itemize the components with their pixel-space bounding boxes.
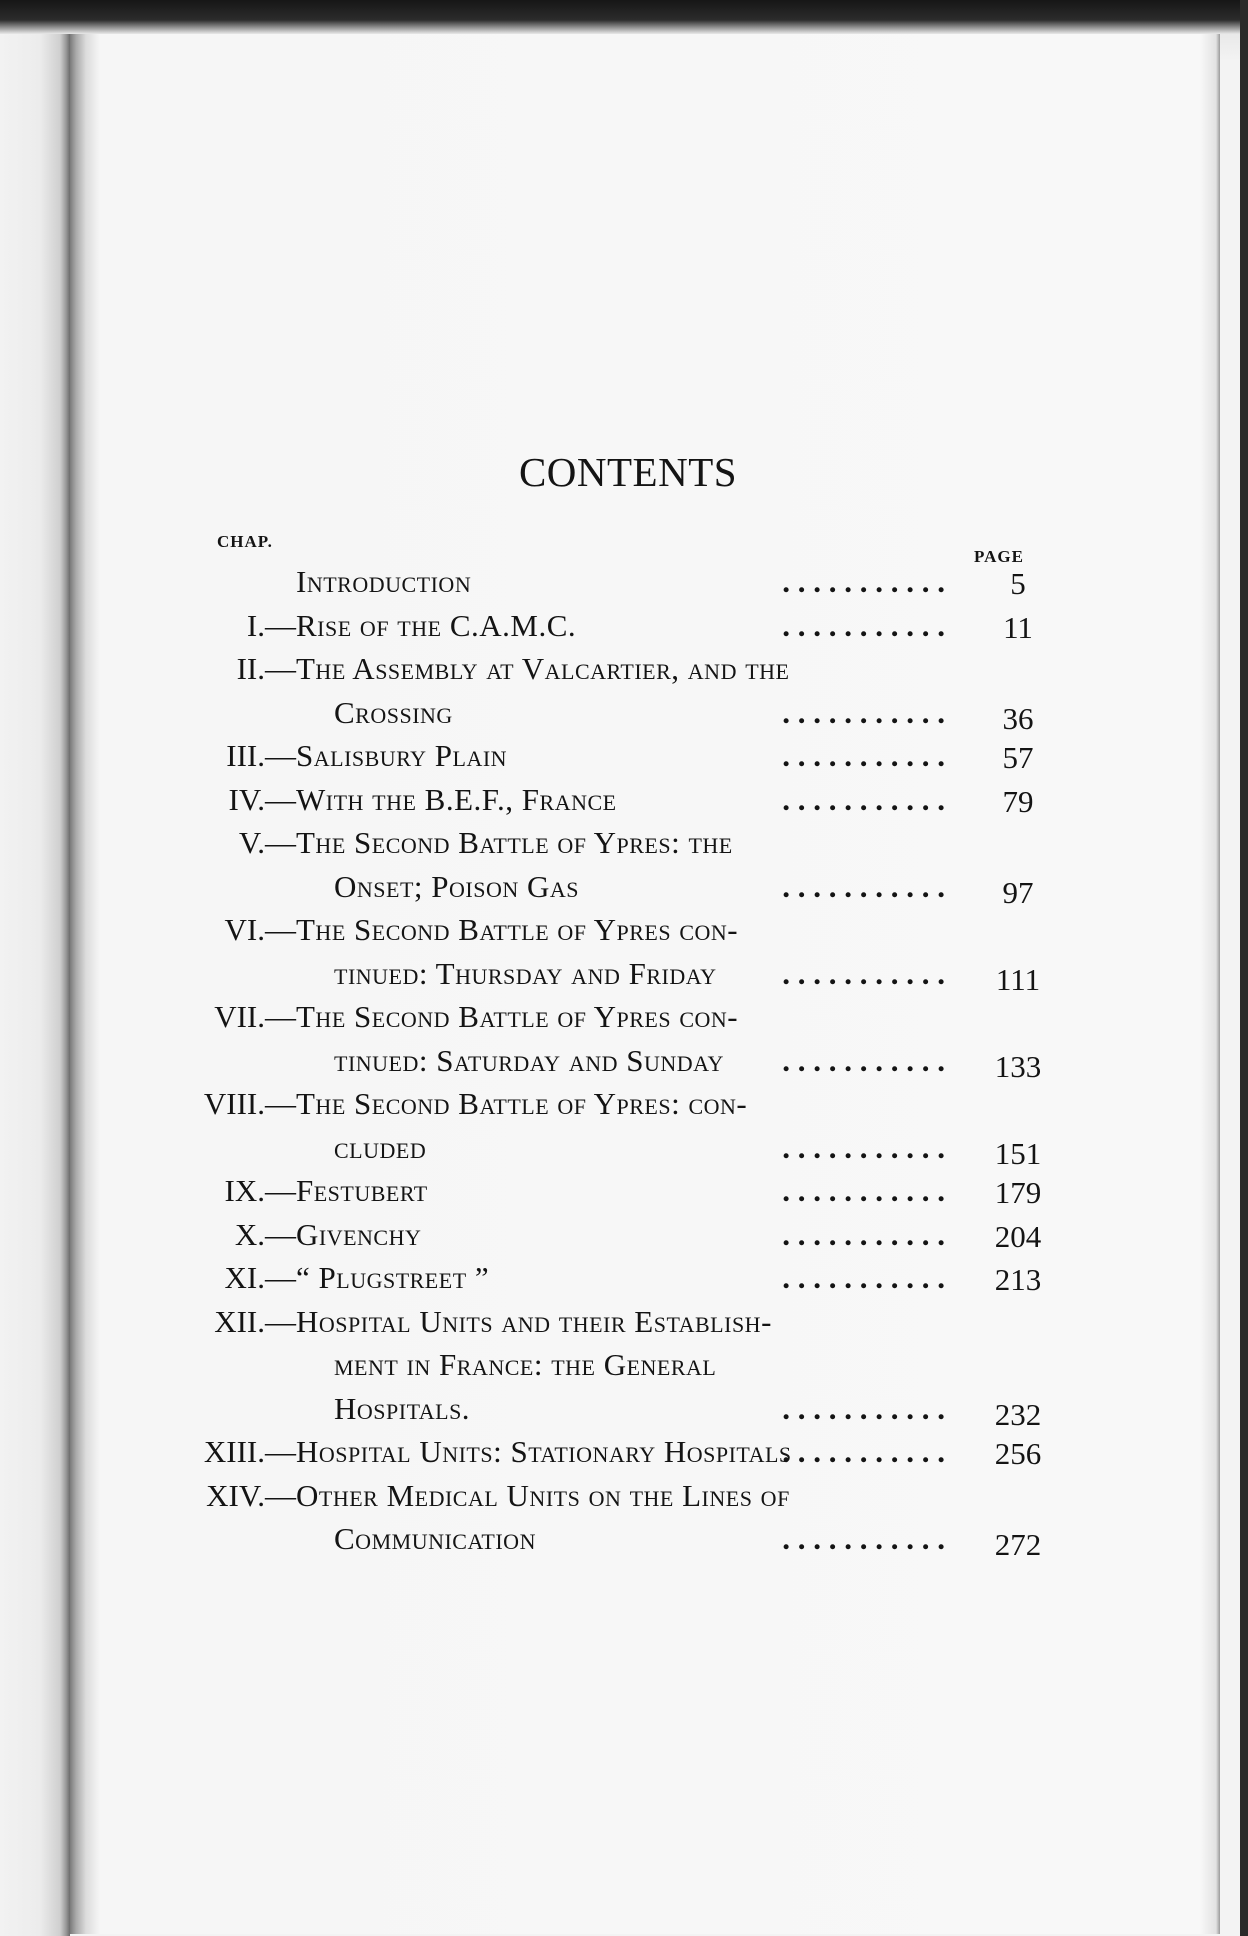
- leader-dots: . . . . . . . . . . .: [782, 1216, 945, 1252]
- toc-entry-line: [0, 734, 1240, 778]
- chapter-title: The Second Battle of Ypres: the: [296, 825, 733, 860]
- toc-entry-line: [0, 908, 1240, 952]
- chapter-number: VIII.—: [203, 1086, 296, 1121]
- chapter-number: III.—: [226, 738, 296, 773]
- toc-entry-line: [0, 1213, 1240, 1257]
- leader-dots: . . . . . . . . . . .: [782, 1390, 945, 1426]
- page-number: 11: [1003, 609, 1033, 645]
- chapter-number: XIII.—: [203, 1434, 296, 1469]
- page-number: 213: [994, 1262, 1042, 1297]
- toc-entry-line: [0, 865, 1240, 909]
- chapter-title: Onset; Poison Gas: [334, 868, 579, 904]
- chapter-title: Festubert: [296, 1173, 428, 1208]
- toc-entry-line: [0, 1256, 1240, 1300]
- toc-entry-line: [0, 1430, 1240, 1474]
- leader-dots: . . . . . . . . . . .: [782, 564, 945, 599]
- chapter-title: The Assembly at Valcartier, and the: [296, 651, 790, 686]
- toc-entry-line: [0, 647, 1240, 691]
- leader-dots: . . . . . . . . . . .: [782, 738, 945, 773]
- toc-entry-line: [0, 1387, 1240, 1431]
- toc-entry-line: [0, 691, 1240, 735]
- chapter-number: XIV.—: [206, 1477, 296, 1513]
- chapter-title: Hospital Units: Stationary Hospitals: [296, 1434, 792, 1469]
- chapter-title: Communication: [334, 1521, 536, 1556]
- chapter-number: VII.—: [214, 999, 296, 1034]
- chapter-title: With the B.E.F., France: [296, 781, 617, 817]
- chapter-title: cluded: [334, 1129, 427, 1165]
- chapter-title: Givenchy: [296, 1216, 422, 1252]
- leader-dots: . . . . . . . . . . .: [782, 1260, 945, 1295]
- leader-dots: . . . . . . . . . . .: [782, 607, 945, 643]
- chapter-title: The Second Battle of Ypres con-: [296, 912, 739, 947]
- page-number: 36: [1002, 700, 1034, 736]
- chapter-title: Introduction: [296, 564, 472, 599]
- leader-dots: . . . . . . . . . . .: [782, 1521, 945, 1556]
- toc-entry-line: [0, 1082, 1240, 1126]
- page-number: 111: [995, 961, 1041, 997]
- leader-dots: . . . . . . . . . . .: [782, 1129, 945, 1165]
- page-title: CONTENTS: [518, 449, 738, 495]
- page-number: 97: [1002, 874, 1034, 910]
- toc-entry-line: [0, 995, 1240, 1039]
- toc-entry-line: [0, 1517, 1240, 1561]
- toc-entry-line: [0, 1039, 1240, 1083]
- chapter-title: ment in France: the General: [334, 1347, 717, 1382]
- page-number: 79: [1002, 783, 1034, 819]
- page-number: 5: [1010, 566, 1026, 601]
- chapter-number: IX.—: [224, 1173, 296, 1208]
- leader-dots: . . . . . . . . . . .: [782, 781, 945, 817]
- toc-entry-line: [0, 1169, 1240, 1213]
- toc-entry-line: [0, 952, 1240, 996]
- chapter-title: Crossing: [334, 694, 453, 730]
- chapter-number: XI.—: [224, 1260, 296, 1295]
- page-number: 151: [994, 1135, 1042, 1171]
- page-column-header: PAGE: [974, 547, 1024, 566]
- chapter-title: Hospitals.: [334, 1390, 471, 1426]
- chapter-number: X.—: [234, 1216, 296, 1252]
- page-number: 179: [994, 1175, 1042, 1210]
- leader-dots: . . . . . . . . . . .: [782, 955, 945, 991]
- toc-entry-line: [0, 1343, 1240, 1387]
- page-number: 57: [1002, 740, 1034, 775]
- leader-dots: . . . . . . . . . . .: [782, 694, 945, 730]
- leader-dots: . . . . . . . . . . .: [782, 1042, 945, 1078]
- page-number: 256: [994, 1436, 1042, 1471]
- toc-entry-line: [0, 1126, 1240, 1170]
- chapter-title: “ Plugstreet ”: [296, 1260, 490, 1295]
- toc-entry-line: [0, 778, 1240, 822]
- leader-dots: . . . . . . . . . . .: [782, 1434, 945, 1469]
- page-number: 133: [994, 1048, 1042, 1084]
- chapter-title: The Second Battle of Ypres: con-: [296, 1086, 748, 1121]
- chapter-number: I.—: [246, 607, 296, 643]
- chapter-number: II.—: [236, 651, 296, 686]
- chapter-title: Hospital Units and their Establish-: [296, 1303, 772, 1339]
- chapter-number: XII.—: [214, 1303, 296, 1339]
- leader-dots: . . . . . . . . . . .: [782, 1173, 945, 1208]
- toc-entry-line: [0, 1474, 1240, 1518]
- chapter-number: V.—: [238, 825, 296, 860]
- chapter-title: Rise of the C.A.M.C.: [296, 607, 577, 643]
- page-number: 272: [994, 1527, 1042, 1562]
- toc-entry-line: [0, 1300, 1240, 1344]
- chapter-number: IV.—: [228, 781, 296, 817]
- page-number: 204: [994, 1218, 1042, 1254]
- toc-entry-line: [0, 604, 1240, 648]
- toc-entry-line: [0, 560, 1240, 604]
- chapter-title: Salisbury Plain: [296, 738, 508, 773]
- chapter-title: tinued: Thursday and Friday: [334, 955, 717, 991]
- toc-entry-line: [0, 821, 1240, 865]
- leader-dots: . . . . . . . . . . .: [782, 868, 945, 904]
- page-number: 232: [994, 1396, 1042, 1432]
- chapter-title: Other Medical Units on the Lines of: [296, 1477, 790, 1513]
- chapter-title: tinued: Saturday and Sunday: [334, 1042, 724, 1078]
- chapter-number: VI.—: [224, 912, 296, 947]
- chapter-title: The Second Battle of Ypres con-: [296, 999, 739, 1034]
- chapter-column-header: CHAP.: [217, 532, 273, 551]
